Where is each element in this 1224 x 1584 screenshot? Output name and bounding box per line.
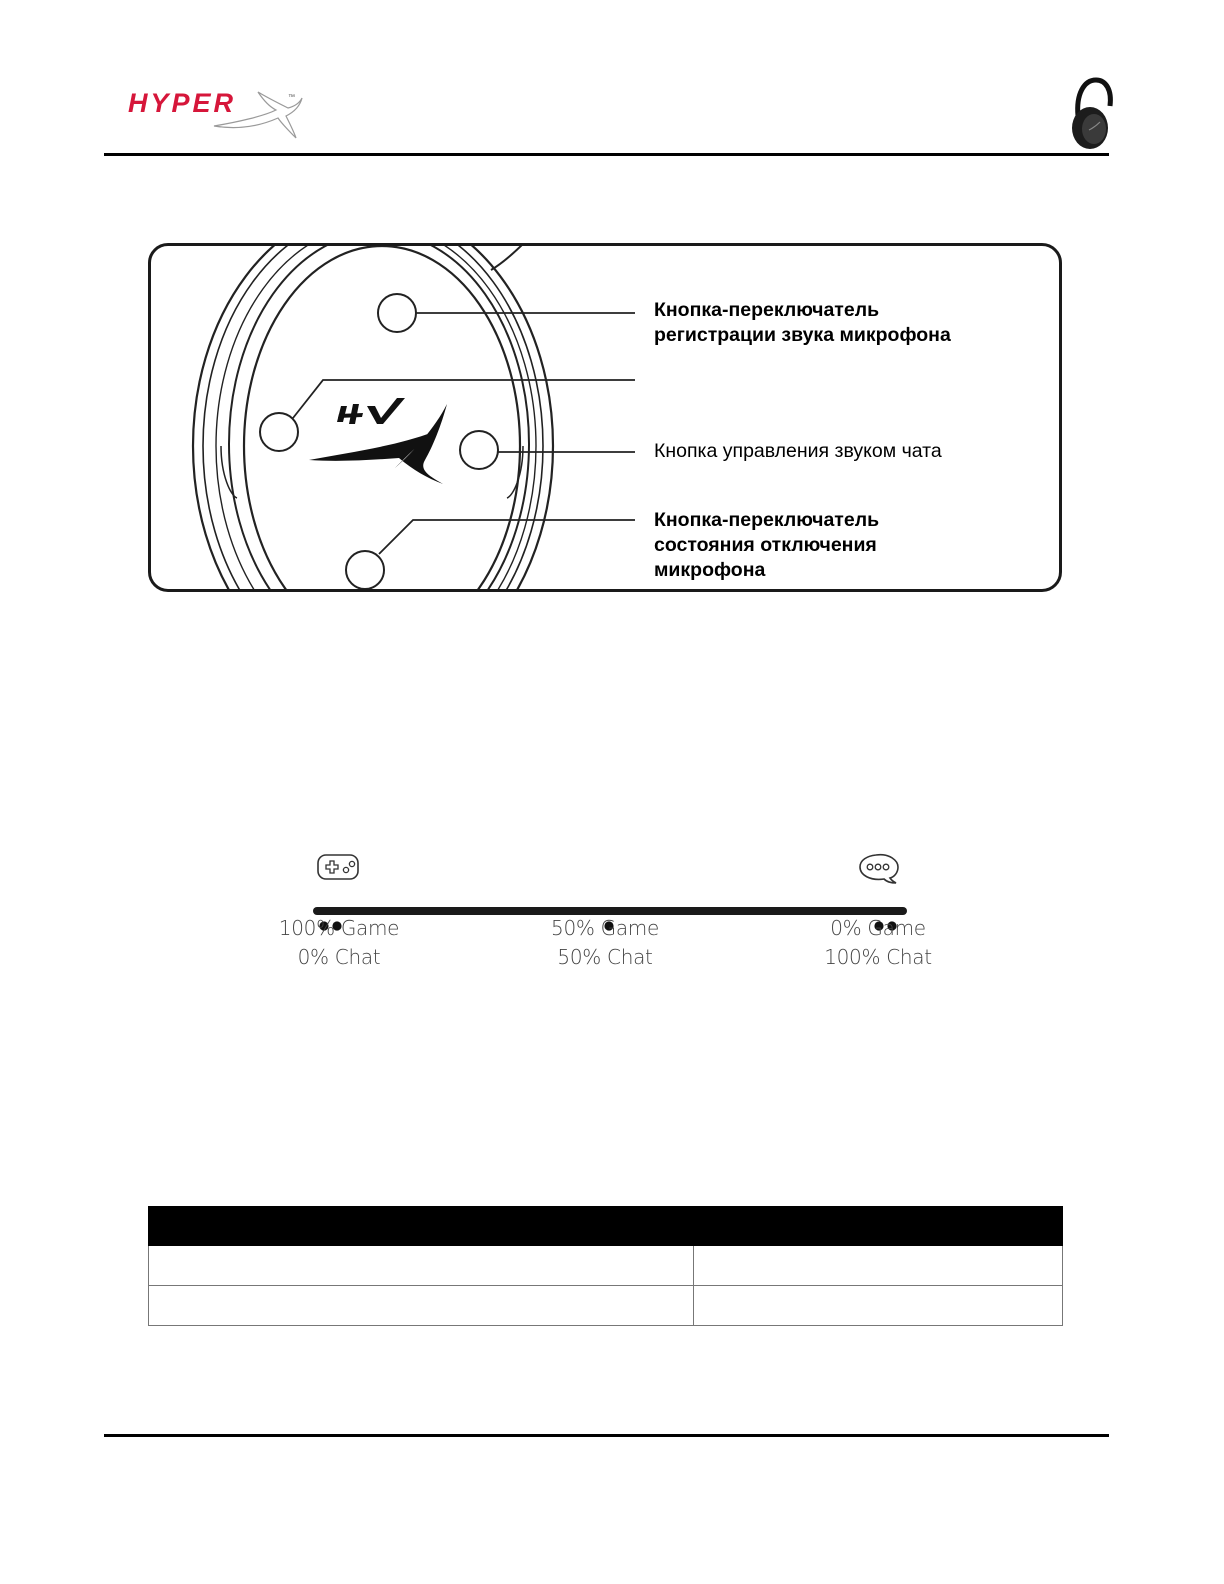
callout-mic-mute [654, 508, 879, 583]
callout-mic-monitoring-line-1: Кнопка-переключатель [654, 299, 880, 321]
mic-monitoring-button[interactable] [378, 294, 416, 332]
callout-mic-mute-line-2: состояния отключения [654, 534, 877, 556]
mix-label-full-game-chat: 0% Chat [297, 945, 381, 969]
mic-mute-button[interactable] [346, 551, 384, 589]
table-cell [694, 1246, 1062, 1285]
header-divider [104, 153, 1109, 156]
callout-mic-monitoring [654, 298, 951, 348]
trademark-symbol: ™ [288, 94, 295, 101]
headset-thumbnail-icon [1064, 76, 1120, 152]
table-cell [694, 1286, 1062, 1325]
hyperx-logo-wordmark: HYPER [128, 88, 237, 118]
mix-label-full-game [259, 914, 419, 972]
callout-mic-mute-line-3: микрофона [654, 559, 766, 581]
mix-label-balanced-game: 50% Game [551, 916, 659, 940]
callout-chat-volume-line-1: Кнопка управления звуком чата [654, 440, 942, 462]
headset-controls-diagram [148, 243, 1062, 592]
table-cell [149, 1286, 694, 1325]
mix-label-full-game-game: 100% Game [278, 916, 400, 940]
page-header [0, 0, 1224, 160]
chat-volume-button[interactable] [460, 431, 498, 469]
info-table-header [148, 1206, 1063, 1246]
hyperx-logo [128, 86, 303, 142]
hyperx-logo-x-icon [128, 86, 303, 142]
mix-label-balanced [525, 914, 685, 972]
mix-label-full-chat [798, 914, 958, 972]
footer-divider [104, 1434, 1109, 1437]
table-row [148, 1286, 1063, 1326]
mix-label-balanced-chat: 50% Chat [557, 945, 653, 969]
table-cell [149, 1246, 694, 1285]
callout-mic-mute-line-1: Кнопка-переключатель [654, 509, 880, 531]
mix-label-full-chat-chat: 100% Chat [824, 945, 932, 969]
chat-bubble-icon [860, 855, 898, 883]
mix-label-full-chat-game: 0% Game [830, 916, 926, 940]
callout-chat-volume [654, 439, 942, 464]
left-side-button[interactable] [260, 413, 298, 451]
table-row [148, 1246, 1063, 1286]
gamepad-icon [318, 855, 358, 879]
callout-mic-monitoring-line-2: регистрации звука микрофона [654, 324, 951, 346]
